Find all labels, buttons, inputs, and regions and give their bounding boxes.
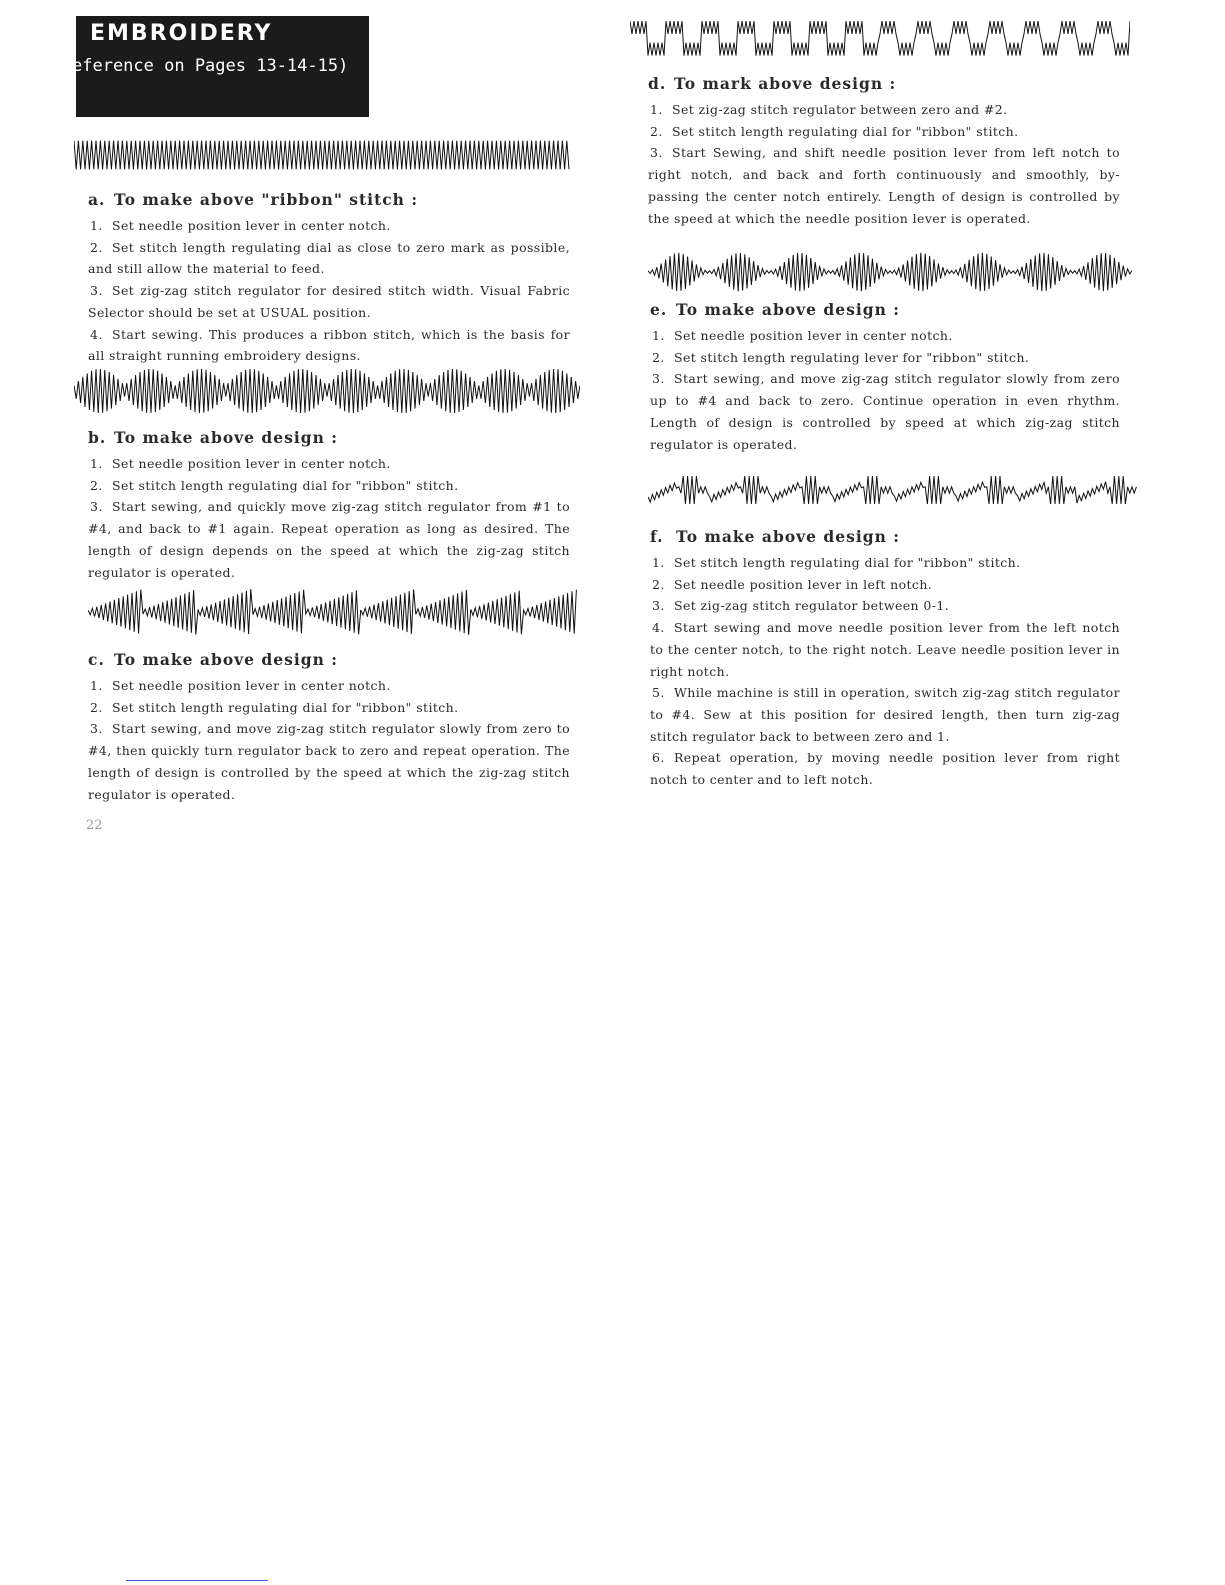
step [650, 682, 1120, 747]
step-number: 2. [90, 239, 103, 255]
step-text: Start sewing, and move zig-zag stitch regulator slowly from zero to #4, then quickly turn regulator back to zero and repeat operation. The length of design is controlled by the speed at which the zig-zag stitch regulator is operated. [88, 721, 570, 802]
stitch-illustration-b [74, 368, 580, 414]
step-number: 6. [652, 750, 665, 766]
step [650, 552, 1120, 574]
bottom-rule [126, 1580, 268, 1581]
step-number: 2. [90, 699, 103, 715]
step-text: Set zig-zag stitch regulator for desired stitch width. Visual Fabric Selector should be set at USUAL position. [88, 283, 570, 320]
step [88, 215, 570, 237]
section-title: To make above design : [114, 650, 338, 669]
section-a [88, 190, 570, 367]
step [648, 121, 1120, 143]
section-f [650, 527, 1120, 791]
header-subtitle: eference on Pages 13-14-15) [72, 56, 349, 76]
page-number: 22 [86, 818, 103, 833]
step [88, 718, 570, 805]
step [88, 324, 570, 367]
section-a-heading [88, 190, 570, 209]
step [88, 237, 570, 280]
step-text: Set needle position lever in center notch. [112, 678, 391, 693]
step-number: 3. [90, 721, 103, 737]
section-f-heading [650, 527, 1120, 546]
section-title: To make above design : [676, 527, 900, 546]
section-title: To mark above design : [674, 74, 897, 93]
section-b [88, 428, 570, 583]
step-number: 1. [650, 102, 663, 117]
step-text: Start sewing, and move zig-zag stitch regulator slowly from zero up to #4 and back to zero. Continue operation in even rhythm. Length of design is controlled by speed at which zig-zag stitch regulator is operated. [650, 371, 1120, 452]
step-text: Start sewing and move needle position lever from the left notch to the center notch, to the right notch. Leave needle position lever in right notch. [650, 620, 1120, 679]
step-number: 2. [652, 349, 665, 365]
step-number: 1. [652, 328, 665, 343]
step-text: While machine is still in operation, switch zig-zag stitch regulator to #4. Sew at this position for desired length, then turn zig-zag stitch regulator back to between zero and 1. [650, 685, 1120, 744]
step-number: 1. [90, 678, 103, 693]
section-d [648, 74, 1120, 229]
step-number: 3. [650, 145, 663, 161]
step [650, 325, 1120, 347]
stitch-illustration-f [648, 470, 1138, 510]
header-title: EMBROIDERY [90, 21, 273, 46]
step-text: Set needle position lever in center notch. [112, 218, 391, 233]
step-text: Set stitch length regulating lever for "ribbon" stitch. [674, 349, 1030, 365]
step-text: Set needle position lever in left notch. [674, 576, 933, 592]
stitch-illustration-c [88, 588, 578, 636]
section-title: To make above "ribbon" stitch : [114, 190, 419, 209]
step-number: 2. [90, 477, 103, 493]
section-letter: a. [88, 190, 106, 209]
section-e [650, 300, 1120, 455]
step-text: Start Sewing, and shift needle position lever from left notch to right notch, and back and forth continuously and smoothly, by-passing the center notch entirely. Length of design is controlled by the speed at which the needle position lever is operated. [648, 145, 1120, 226]
step-text: Set stitch length regulating dial for "ribbon" stitch. [672, 123, 1019, 139]
section-title: To make above design : [676, 300, 900, 319]
step-number: 3. [90, 283, 103, 299]
step-text: Set stitch length regulating dial for "ribbon" stitch. [674, 555, 1021, 570]
step [650, 368, 1120, 455]
step [88, 280, 570, 323]
step-number: 1. [90, 218, 103, 233]
step-number: 4. [652, 620, 665, 636]
step-text: Set stitch length regulating dial for "ribbon" stitch. [112, 699, 459, 715]
step-text: Set stitch length regulating dial as close to zero mark as possible, and still allow the material to feed. [88, 239, 570, 277]
step-number: 4. [90, 326, 103, 342]
step-number: 2. [652, 576, 665, 592]
step [650, 617, 1120, 682]
section-letter: d. [648, 74, 667, 93]
section-letter: f. [650, 527, 664, 546]
step-text: Set zig-zag stitch regulator between zero and #2. [672, 102, 1008, 117]
step [650, 595, 1120, 617]
section-c-heading [88, 650, 570, 669]
step-text: Repeat operation, by moving needle position lever from right notch to center and to left notch. [650, 750, 1120, 788]
step-text: Set needle position lever in center notch. [112, 456, 391, 471]
step [88, 675, 570, 697]
section-b-heading [88, 428, 570, 447]
stitch-illustration-ribbon [74, 138, 570, 172]
step-number: 1. [90, 456, 103, 471]
step-text: Start sewing, and quickly move zig-zag stitch regulator from #1 to #4, and back to #1 again. Repeat operation as long as desired. The length of design depends on the speed at which the zig-zag stitch regulator is operated. [88, 499, 570, 580]
step-number: 2. [650, 123, 663, 139]
step-text: Start sewing. This produces a ribbon stitch, which is the basis for all straight running embroidery designs. [88, 326, 570, 364]
step-text: Set needle position lever in center notch. [674, 328, 953, 343]
section-title: To make above design : [114, 428, 338, 447]
step [650, 747, 1120, 790]
stitch-illustration-e [648, 252, 1134, 292]
step [88, 697, 570, 719]
section-letter: c. [88, 650, 105, 669]
section-letter: b. [88, 428, 107, 447]
stitch-illustration-d [630, 16, 1130, 62]
section-e-heading [650, 300, 1120, 319]
step [648, 99, 1120, 121]
step-number: 3. [652, 598, 665, 614]
step-number: 3. [652, 371, 665, 387]
step-text: Set zig-zag stitch regulator between 0-1. [674, 598, 950, 614]
step [650, 574, 1120, 596]
step [648, 142, 1120, 229]
section-letter: e. [650, 300, 668, 319]
step [650, 347, 1120, 369]
step-number: 3. [90, 499, 103, 515]
step [88, 496, 570, 583]
step [88, 453, 570, 475]
step-number: 5. [652, 685, 665, 701]
section-c [88, 650, 570, 805]
step-number: 1. [652, 555, 665, 570]
header-banner [72, 16, 369, 117]
section-d-heading [648, 74, 1120, 93]
step [88, 475, 570, 497]
step-text: Set stitch length regulating dial for "ribbon" stitch. [112, 477, 459, 493]
